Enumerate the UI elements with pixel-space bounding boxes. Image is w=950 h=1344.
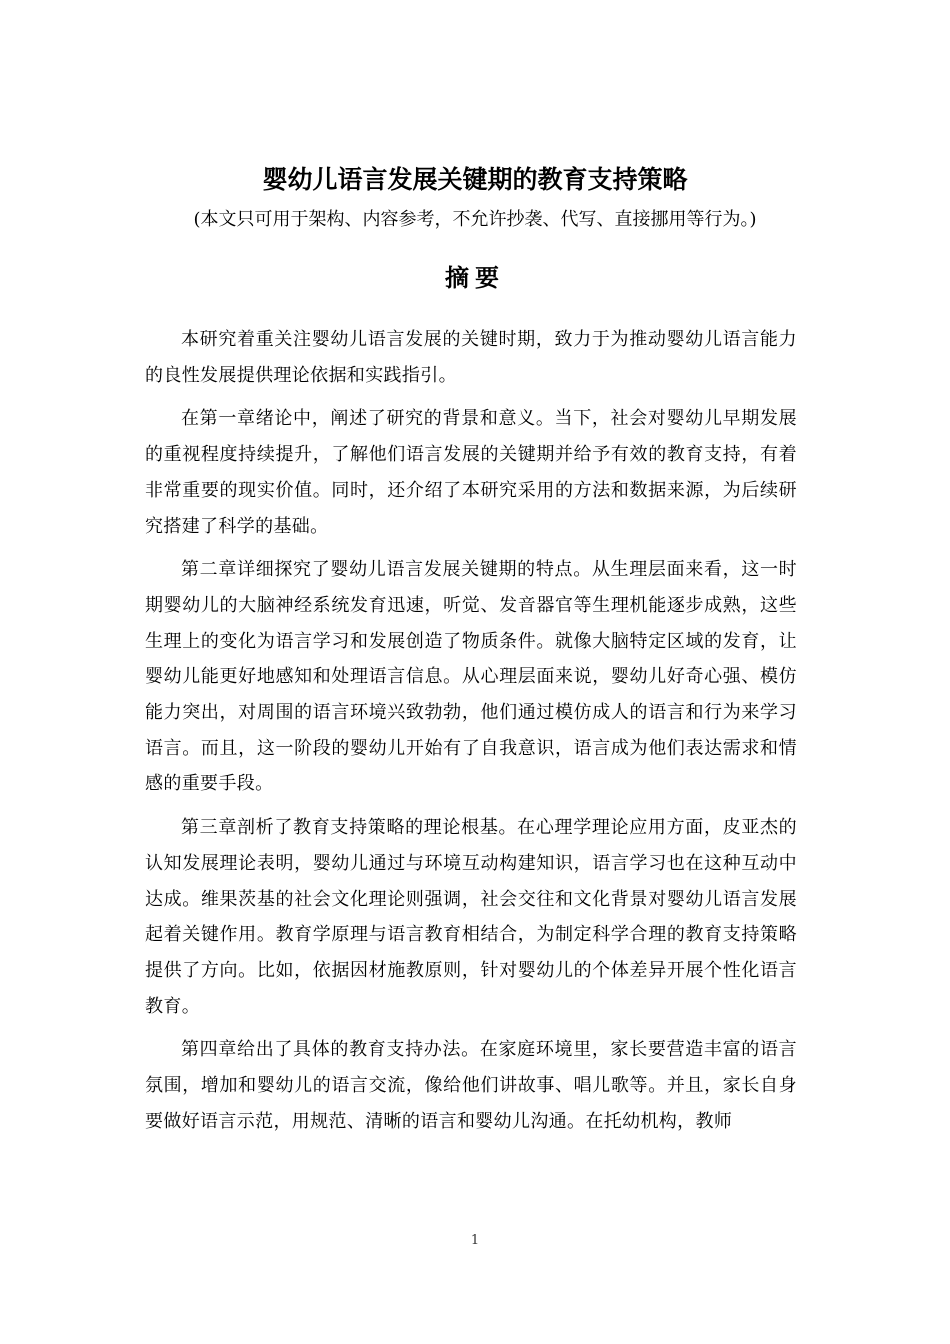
abstract-heading: 摘要 (445, 264, 505, 292)
paragraph: 第三章剖析了教育支持策略的理论根基。在心理学理论应用方面，皮亚杰的认知发展理论表明，婴幼儿通过与环境互动构建知识，语言学习也在这种互动中达成。维果茨基的社会文化理论则强调，社会交往和文化背景对婴幼儿语言发展起着关键作用。教育学原理与语言教育相结合，为制定科学合理的教育支持策略提供了方向。比如，依据因材施教原则，针对婴幼儿的个体差异开展个性化语言教育。 (145, 817, 797, 1017)
page-number: 1 (470, 1233, 480, 1248)
paragraph: 第二章详细探究了婴幼儿语言发展关键期的特点。从生理层面来看，这一时期婴幼儿的大脑神经系统发育迅速，听觉、发音器官等生理机能逐步成熟，这些生理上的变化为语言学习和发展创造了物质条件。就像大脑特定区域的发育，让婴幼儿能更好地感知和处理语言信息。从心理层面来说，婴幼儿好奇心强、模仿能力突出，对周围的语言环境兴致勃勃，他们通过模仿成人的语言和行为来学习语言。而且，这一阶段的婴幼儿开始有了自我意识，语言成为他们表达需求和情感的重要手段。 (145, 559, 797, 795)
paragraph: 在第一章绪论中，阐述了研究的背景和意义。当下，社会对婴幼儿早期发展的重视程度持续提升，了解他们语言发展的关键期并给予有效的教育支持，有着非常重要的现实价值。同时，还介绍了本研究采用的方法和数据来源，为后续研究搭建了科学的基础。 (145, 408, 797, 537)
document-title: 婴幼儿语言发展关键期的教育支持策略 (262, 165, 688, 194)
usage-notice: (本文只可用于架构、内容参考，不允许抄袭、代写、直接挪用等行为。) (193, 209, 757, 230)
paragraph: 本研究着重关注婴幼儿语言发展的关键时期，致力于为推动婴幼儿语言能力的良性发展提供理论依据和实践指引。 (145, 329, 797, 386)
abstract-body (145, 322, 797, 1147)
paragraph: 第四章给出了具体的教育支持办法。在家庭环境里，家长要营造丰富的语言氛围，增加和婴幼儿的语言交流，像给他们讲故事、唱儿歌等。并且，家长自身要做好语言示范，用规范、清晰的语言和婴幼儿沟通。在托幼机构，教师 (145, 1039, 797, 1132)
